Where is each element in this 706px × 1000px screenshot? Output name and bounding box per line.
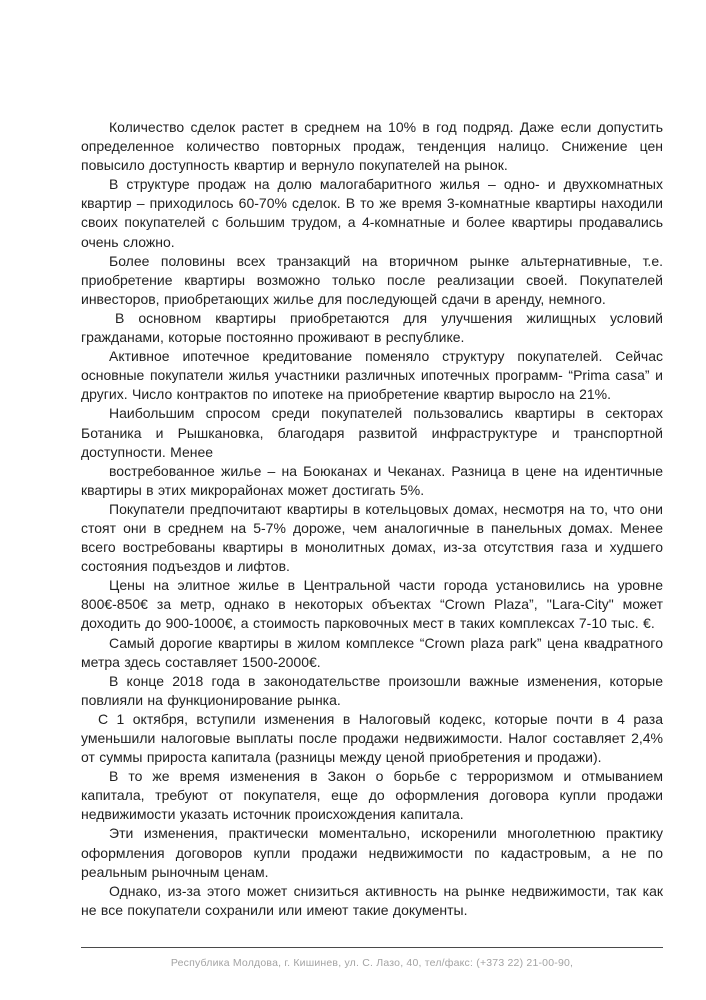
paragraph: Активное ипотечное кредитование поменяло структуру покупателей. Сейчас основные покупатели жилья участники различных ипотечных программ- “Prima casa” и других. Число контрактов по ипотеке на приобретение квартир выросло на 21%. [81,348,663,403]
paragraph: Однако, из-за этого может снизиться активность на рынке недвижимости, так как не все покупатели сохранили или имеют такие документы. [81,882,663,918]
paragraph: Эти изменения, практически моментально, искоренили многолетнюю практику оформления договоров купли продажи недвижимости по кадастровым, а не по реальным рыночным ценам. [81,825,663,880]
paragraph: Наибольшим спросом среди покупателей пользовались квартиры в секторах Ботаника и Рышкановка, благодаря развитой инфраструктуре и транспортной доступности. Менее [81,405,663,460]
paragraph: В структуре продаж на долю малогабаритного жилья – одно- и двухкомнатных квартир – приходилось 60-70% сделок. В то же время 3-комнатные квартиры находили своих покупателей с большим трудом, а 4-комнатные и более квартиры продавались очень сложно. [81,176,663,250]
paragraph: Количество сделок растет в среднем на 10% в год подряд. Даже если допустить определенное количество повторных продаж, тенденция налицо. Снижение цен повысило доступность квартир и вернуло покупателей на рынок. [81,119,663,174]
paragraph: В основном квартиры приобретаются для улучшения жилищных условий гражданами, которые постоянно проживают в республике. [81,309,663,346]
paragraph: С 1 октября, вступили изменения в Налоговый кодекс, которые почти в 4 раза уменьшили налоговые выплаты после продажи недвижимости. Налог составляет 2,4% от суммы прироста капитала (разницы между ценой приобретения и продажи). [81,710,663,766]
paragraph: Цены на элитное жилье в Центральной части города установились на уровне 800€-850€ за метр, однако в некоторых объектах “Crown Plaza”, ''Lara-City" может доходить до 900-1000€, а стоимость парковочных мест в таких комплексах 7-10 тыс. €. [81,577,663,632]
paragraph: В то же время изменения в Закон о борьбе с терроризмом и отмыванием капитала, требуют от покупателя, еще до оформления договора купли продажи недвижимости указать источник происхождения капитала. [81,768,663,823]
paragraph: Более половины всех транзакций на вторичном рынке альтернативные, т.е. приобретение квартиры возможно только после реализации своей. Покупателей инвесторов, приобретающих жилье для последующей сдачи в аренду, немного. [81,252,663,307]
document-body [81,118,663,920]
page-footer [81,947,663,971]
footer-address: Республика Молдова, г. Кишинев, ул. С. Лазо, 40, тел/факс: (+373 22) 21-00-90, [170,957,574,969]
paragraph: востребованное жилье – на Боюканах и Чеканах. Разница в цене на идентичные квартиры в этих микрорайонах может достигать 5%. [81,462,663,498]
paragraph: В конце 2018 года в законодательстве произошли важные изменения, которые повлияли на функционирование рынка. [81,672,663,708]
paragraph: Покупатели предпочитают квартиры в котельцовых домах, несмотря на то, что они стоят они в среднем на 5-7% дороже, чем аналогичные в панельных домах. Менее всего востребованы квартиры в монолитных домах, из-за отсутствия газа и худшего состояния подъездов и лифтов. [81,500,663,575]
paragraph: Самый дорогие квартиры в жилом комплексе “Crown plaza park” цена квадратного метра здесь составляет 1500-2000€. [81,634,663,670]
